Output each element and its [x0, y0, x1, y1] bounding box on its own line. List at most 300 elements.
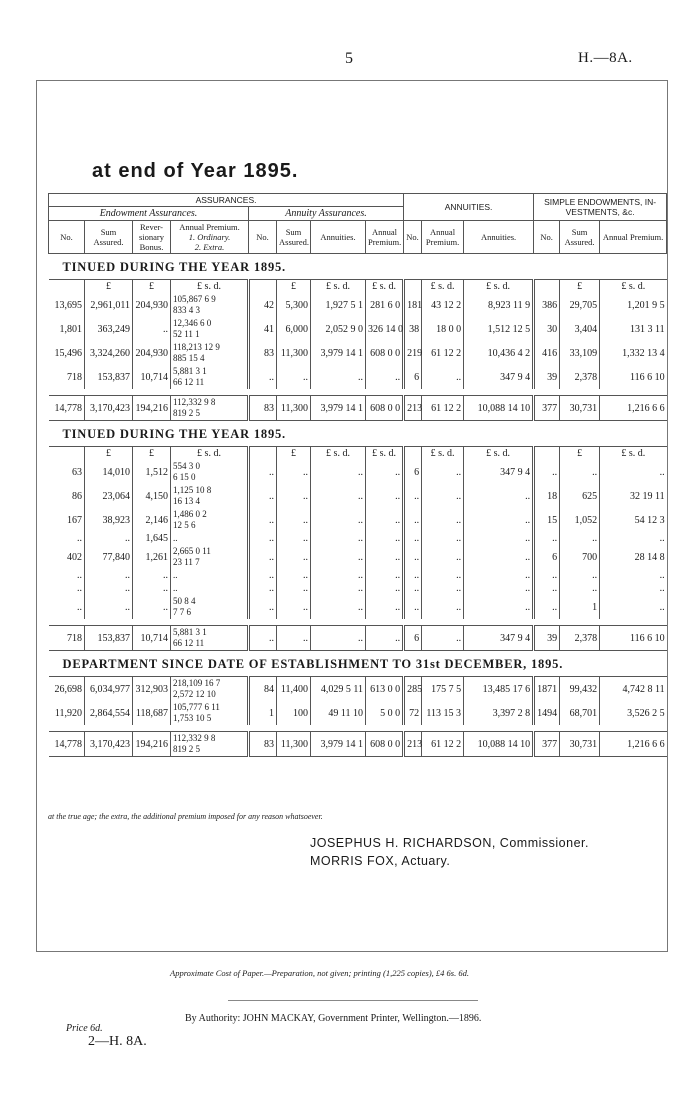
unit-label: £	[560, 447, 600, 461]
col-no: No.	[49, 221, 85, 254]
section-title-row	[49, 254, 667, 280]
cell-asa: ..	[277, 595, 311, 619]
premium-ordinary: 112,332 9 8	[173, 733, 216, 743]
premium-extra: 833 4 3	[173, 305, 200, 315]
unit-label: £	[133, 447, 171, 461]
cell-sa: 2,961,011	[85, 293, 133, 317]
cell-sa: ..	[85, 595, 133, 619]
table-row	[49, 569, 667, 582]
cell-aann: ..	[311, 595, 366, 619]
cell-nann: ..	[464, 595, 534, 619]
cell-aann: 2,052 9 0	[311, 317, 366, 341]
cell-rb: 4,150	[133, 484, 171, 508]
cell-nann: ..	[464, 545, 534, 569]
cell-no: 167	[67, 514, 82, 526]
unit-label: £ s. d.	[422, 447, 464, 461]
price: Price 6d.	[66, 1023, 103, 1034]
cell-sprem: 28 14 8	[600, 545, 667, 569]
footnote: at the true age; the extra, the additional premium imposed for any reason whatsoever.	[48, 812, 323, 821]
cell-no: 26,698	[54, 683, 82, 695]
unit-label: £	[133, 280, 171, 294]
premium-extra: 1,753 10 5	[173, 713, 212, 723]
premium-key-ordinary: 1. Ordinary.	[188, 232, 231, 242]
document-reference: H.—8A.	[578, 50, 633, 66]
cell-aann: 3,979 14 1	[311, 396, 366, 421]
unit-row	[49, 447, 667, 461]
cell-sno: ..	[534, 569, 560, 582]
cell-nann: 1,512 12 5	[464, 317, 534, 341]
premium-ordinary: 50 8 4	[173, 596, 196, 606]
premium-extra: 16 13 4	[173, 496, 200, 506]
cell-sprem: ..	[600, 532, 667, 545]
table-row	[49, 545, 667, 569]
cell-sprem: 1,216 6 6	[600, 732, 667, 757]
cell-sno: 30	[534, 317, 560, 341]
cell-nno: 6	[404, 626, 422, 651]
cell-nprem: ..	[422, 582, 464, 595]
annual-premium-label: Annual Premium.	[179, 222, 240, 232]
unit-label: £	[85, 447, 133, 461]
annuities-header: ANNUITIES.	[404, 194, 534, 221]
cell-nann: ..	[464, 532, 534, 545]
col-annuity-premium: Annual Premium.	[366, 221, 404, 254]
table-row	[49, 582, 667, 595]
premium-ordinary: 218,109 16 7	[173, 678, 221, 688]
cell-sa: 14,010	[85, 460, 133, 484]
sheet-reference: 2—H. 8A.	[88, 1034, 147, 1049]
cell-no: 63	[72, 466, 82, 478]
cell-aann: ..	[311, 545, 366, 569]
cell-aann: ..	[311, 508, 366, 532]
premium-ordinary: 5,881 3 1	[173, 366, 207, 376]
table-row	[49, 595, 667, 619]
table-body	[49, 254, 667, 757]
simple-endowments-header: SIMPLE ENDOWMENTS, IN-VESTMENTS, &c.	[534, 194, 667, 221]
cell-sa: ..	[85, 532, 133, 545]
section-title-row	[49, 651, 667, 677]
cell-sa: 23,064	[85, 484, 133, 508]
cell-ssa: ..	[560, 582, 600, 595]
cell-aprem: ..	[366, 626, 404, 651]
cell-nann: 8,923 11 9	[464, 293, 534, 317]
col-annuity-annuities: Annuities.	[311, 221, 366, 254]
cell-rb: 2,146	[133, 508, 171, 532]
cell-nprem: ..	[422, 569, 464, 582]
cell-no: ..	[77, 533, 82, 544]
cell-nno: 213	[404, 396, 422, 421]
cell-sprem: 131 3 11	[600, 317, 667, 341]
cell-asa: 11,300	[277, 396, 311, 421]
premium-extra: 52 11 1	[173, 329, 200, 339]
premium-extra: 819 2 5	[173, 744, 200, 754]
cell-ssa: 33,109	[560, 341, 600, 365]
cell-premium	[171, 508, 249, 532]
cell-nprem: ..	[422, 626, 464, 651]
cell-sno: 6	[534, 545, 560, 569]
cell-aprem: ..	[366, 569, 404, 582]
cell-asa: 100	[277, 701, 311, 725]
cell-no: 718	[49, 626, 85, 651]
cell-sno: ..	[534, 532, 560, 545]
cell-no: 1,801	[59, 323, 82, 335]
cell-rb: 1,512	[133, 460, 171, 484]
cell-nann: ..	[464, 582, 534, 595]
cell-ano: ..	[249, 569, 277, 582]
cell-nann: 10,088 14 10	[464, 396, 534, 421]
cell-ano: ..	[249, 532, 277, 545]
table-row	[49, 677, 667, 702]
cell-ssa: 2,378	[560, 365, 600, 389]
unit-label: £ s. d.	[171, 280, 249, 294]
cell-ssa: 1,052	[560, 508, 600, 532]
cell-nann: 347 9 4	[464, 365, 534, 389]
cell-sprem: 1,216 6 6	[600, 396, 667, 421]
premium-ordinary: ..	[173, 533, 178, 543]
cell-premium	[171, 701, 249, 725]
cell-no: 718	[67, 371, 82, 383]
cell-ano: 41	[249, 317, 277, 341]
assurances-header: ASSURANCES.	[49, 194, 404, 207]
cell-nprem: 43 12 2	[422, 293, 464, 317]
cell-sprem: ..	[600, 582, 667, 595]
col-simple-premium: Annual Premium.	[600, 221, 667, 254]
cell-asa: 5,300	[277, 293, 311, 317]
cell-asa: 11,300	[277, 732, 311, 757]
cell-aann: ..	[311, 365, 366, 389]
cell-sprem: ..	[600, 595, 667, 619]
cell-ssa: 30,731	[560, 732, 600, 757]
section-title: DEPARTMENT SINCE DATE OF ESTABLISHMENT TO 31st DECEMBER, 1895.	[49, 651, 667, 677]
premium-ordinary: 112,332 9 8	[173, 397, 216, 407]
cell-sa: 153,837	[85, 365, 133, 389]
unit-label: £	[560, 280, 600, 294]
cell-aann: ..	[311, 460, 366, 484]
cell-aprem: 281 6 0	[366, 293, 404, 317]
cell-premium	[171, 595, 249, 619]
cell-aann: ..	[311, 484, 366, 508]
cell-aprem: ..	[366, 595, 404, 619]
premium-ordinary: 105,867 6 9	[173, 294, 216, 304]
cell-ano: 42	[249, 293, 277, 317]
cell-ano: ..	[249, 582, 277, 595]
cell-aprem: ..	[366, 582, 404, 595]
cell-nann: 13,485 17 6	[464, 677, 534, 702]
cell-rb: 1,261	[133, 545, 171, 569]
cell-sa: 77,840	[85, 545, 133, 569]
cell-aprem: ..	[366, 532, 404, 545]
cell-premium	[171, 532, 249, 545]
unit-label: £ s. d.	[464, 280, 534, 294]
cell-sa: 153,837	[85, 626, 133, 651]
cell-sprem: 3,526 2 5	[600, 701, 667, 725]
cell-aann: 3,979 14 1	[311, 341, 366, 365]
signature-actuary: MORRIS FOX, Actuary.	[310, 854, 451, 868]
cell-aprem: 608 0 0	[366, 396, 404, 421]
premium-ordinary: ..	[173, 583, 178, 593]
table-row	[49, 701, 667, 725]
cell-aann: ..	[311, 532, 366, 545]
col-annuity-no: No.	[249, 221, 277, 254]
cell-nprem: ..	[422, 545, 464, 569]
col-annuity-sum-assured: Sum Assured.	[277, 221, 311, 254]
cell-nprem: ..	[422, 460, 464, 484]
cell-ano: 83	[249, 341, 277, 365]
unit-label	[404, 280, 422, 294]
cell-sno: 39	[534, 626, 560, 651]
cell-nann: 10,436 4 2	[464, 341, 534, 365]
cell-asa: ..	[277, 545, 311, 569]
unit-label: £	[277, 447, 311, 461]
premium-extra: 23 11 7	[173, 557, 200, 567]
cell-ssa: 68,701	[560, 701, 600, 725]
unit-label: £ s. d.	[366, 280, 404, 294]
table-row	[49, 341, 667, 365]
cell-premium	[171, 626, 249, 651]
cell-sno: 386	[534, 293, 560, 317]
unit-label	[49, 447, 85, 461]
cell-nann: 10,088 14 10	[464, 732, 534, 757]
cell-sa: 3,170,423	[85, 396, 133, 421]
premium-ordinary: 554 3 0	[173, 461, 200, 471]
cell-rb: 204,930	[133, 341, 171, 365]
cell-premium	[171, 545, 249, 569]
cell-nno: 219	[404, 341, 422, 365]
cell-ano: ..	[249, 508, 277, 532]
cell-sprem: ..	[600, 569, 667, 582]
cell-rb: 194,216	[133, 732, 171, 757]
cell-rb: 1,645	[133, 532, 171, 545]
cell-aprem: 326 14 0	[366, 317, 404, 341]
cell-ssa: 1	[560, 595, 600, 619]
premium-extra: 12 5 6	[173, 520, 196, 530]
unit-label: £ s. d.	[600, 280, 667, 294]
endowment-assurances-header: Endowment Assurances.	[49, 207, 249, 221]
cell-aann: ..	[311, 626, 366, 651]
unit-label	[404, 447, 422, 461]
cell-nann: ..	[464, 508, 534, 532]
col-simple-sum-assured: Sum Assured.	[560, 221, 600, 254]
section-title: TINUED DURING THE YEAR 1895.	[49, 421, 667, 447]
cell-ssa: ..	[560, 460, 600, 484]
cell-nprem: ..	[422, 365, 464, 389]
cell-aann: 4,029 5 11	[311, 677, 366, 702]
cell-aprem: ..	[366, 365, 404, 389]
cell-sa: 38,923	[85, 508, 133, 532]
cell-nno: ..	[404, 595, 422, 619]
cell-ssa: 99,432	[560, 677, 600, 702]
cell-nno: 72	[404, 701, 422, 725]
cell-aprem: 608 0 0	[366, 341, 404, 365]
cell-nno: ..	[404, 532, 422, 545]
cell-ssa: 625	[560, 484, 600, 508]
cell-aann: ..	[311, 582, 366, 595]
premium-key-extra: 2. Extra.	[194, 242, 225, 252]
table-row	[49, 293, 667, 317]
page-title: at end of Year 1895.	[92, 160, 299, 182]
cell-asa: 11,400	[277, 677, 311, 702]
unit-label	[534, 280, 560, 294]
cell-premium	[171, 677, 249, 702]
cell-nann: ..	[464, 484, 534, 508]
premium-extra: 7 7 6	[173, 607, 191, 617]
premium-ordinary: 12,346 6 0	[173, 318, 212, 328]
cell-nprem: 18 0 0	[422, 317, 464, 341]
cell-sno: ..	[534, 595, 560, 619]
cell-asa: ..	[277, 582, 311, 595]
cell-sprem: 32 19 11	[600, 484, 667, 508]
cell-nno: ..	[404, 582, 422, 595]
cell-aprem: 608 0 0	[366, 732, 404, 757]
premium-ordinary: 5,881 3 1	[173, 627, 207, 637]
unit-label: £ s. d.	[422, 280, 464, 294]
col-annuities-premium: Annual Premium.	[422, 221, 464, 254]
premium-ordinary: 1,486 0 2	[173, 509, 207, 519]
cell-nno: 285	[404, 677, 422, 702]
premium-ordinary: 118,213 12 9	[173, 342, 220, 352]
col-annual-premium	[171, 221, 249, 254]
cell-ano: ..	[249, 545, 277, 569]
cell-nann: 347 9 4	[464, 626, 534, 651]
table-row	[49, 317, 667, 341]
cell-nno: ..	[404, 508, 422, 532]
cell-asa: 11,300	[277, 341, 311, 365]
cell-asa: 6,000	[277, 317, 311, 341]
cell-nno: ..	[404, 569, 422, 582]
cell-rb: ..	[133, 569, 171, 582]
cell-nann: 3,397 2 8	[464, 701, 534, 725]
cell-nprem: ..	[422, 508, 464, 532]
cell-nprem: ..	[422, 532, 464, 545]
cell-nann: ..	[464, 569, 534, 582]
premium-ordinary: 1,125 10 8	[173, 485, 212, 495]
unit-label	[534, 447, 560, 461]
col-simple-no: No.	[534, 221, 560, 254]
col-sum-assured: Sum Assured.	[85, 221, 133, 254]
cell-sa: 2,864,554	[85, 701, 133, 725]
cost-note: Approximate Cost of Paper.—Preparation, not given; printing (1,225 copies), £4 6s. 6d.	[170, 968, 469, 978]
unit-label	[49, 280, 85, 294]
premium-extra: 2,572 12 10	[173, 689, 216, 699]
cell-ssa: 30,731	[560, 396, 600, 421]
cell-sprem: ..	[600, 460, 667, 484]
col-reversionary-bonus: Rever-sionary Bonus.	[133, 221, 171, 254]
cell-no: 402	[67, 551, 82, 563]
cell-asa: ..	[277, 532, 311, 545]
premium-extra: 6 15 0	[173, 472, 196, 482]
cell-sno: ..	[534, 582, 560, 595]
unit-label: £ s. d.	[600, 447, 667, 461]
cell-rb: 118,687	[133, 701, 171, 725]
cell-no: 14,778	[49, 732, 85, 757]
cell-sa: ..	[85, 582, 133, 595]
cell-aprem: 613 0 0	[366, 677, 404, 702]
cell-no: 11,920	[54, 707, 82, 719]
unit-row	[49, 280, 667, 294]
cell-rb: 10,714	[133, 626, 171, 651]
cell-rb: ..	[133, 317, 171, 341]
cell-aann: 49 11 10	[311, 701, 366, 725]
cell-sprem: 54 12 3	[600, 508, 667, 532]
cell-sno: 1494	[534, 701, 560, 725]
cell-nno: 6	[404, 460, 422, 484]
cell-rb: ..	[133, 595, 171, 619]
unit-label	[249, 280, 277, 294]
cell-aprem: ..	[366, 508, 404, 532]
cell-nno: ..	[404, 545, 422, 569]
cell-premium	[171, 396, 249, 421]
cell-ano: 84	[249, 677, 277, 702]
authority-line: By Authority: JOHN MACKAY, Government Printer, Wellington.—1896.	[185, 1013, 482, 1024]
unit-label: £	[85, 280, 133, 294]
cell-ano: 83	[249, 732, 277, 757]
cell-aann: ..	[311, 569, 366, 582]
cell-asa: ..	[277, 569, 311, 582]
cell-rb: 10,714	[133, 365, 171, 389]
cell-nprem: 61 12 2	[422, 732, 464, 757]
total-row	[49, 626, 667, 651]
unit-label: £ s. d.	[311, 280, 366, 294]
unit-label: £ s. d.	[366, 447, 404, 461]
cell-premium	[171, 582, 249, 595]
table-row	[49, 365, 667, 389]
cell-sa: 6,034,977	[85, 677, 133, 702]
cell-aann: 3,979 14 1	[311, 732, 366, 757]
cell-ano: ..	[249, 626, 277, 651]
premium-extra: 819 2 5	[173, 408, 200, 418]
cell-aprem: ..	[366, 460, 404, 484]
premium-ordinary: ..	[173, 570, 178, 580]
cell-sa: 363,249	[85, 317, 133, 341]
unit-label: £ s. d.	[311, 447, 366, 461]
signature-commissioner: JOSEPHUS H. RICHARDSON, Commissioner.	[310, 836, 589, 850]
cell-rb: 194,216	[133, 396, 171, 421]
cell-sprem: 116 6 10	[600, 365, 667, 389]
cell-ssa: 2,378	[560, 626, 600, 651]
unit-label	[249, 447, 277, 461]
cell-ano: ..	[249, 460, 277, 484]
cell-rb: 312,903	[133, 677, 171, 702]
cell-nprem: ..	[422, 484, 464, 508]
cell-no: ..	[77, 601, 82, 613]
cell-nprem: 175 7 5	[422, 677, 464, 702]
cell-premium	[171, 569, 249, 582]
cell-sa: 3,324,260	[85, 341, 133, 365]
cell-premium	[171, 293, 249, 317]
cell-sno: 39	[534, 365, 560, 389]
cell-nno: 6	[404, 365, 422, 389]
premium-ordinary: 105,777 6 11	[173, 702, 220, 712]
cell-aann: 1,927 5 1	[311, 293, 366, 317]
table-row	[49, 460, 667, 484]
cell-sno: 377	[534, 396, 560, 421]
section-title: TINUED DURING THE YEAR 1895.	[49, 254, 667, 280]
premium-extra: 66 12 11	[173, 638, 205, 648]
cell-ano: ..	[249, 365, 277, 389]
col-annuities-no: No.	[404, 221, 422, 254]
cell-nprem: 61 12 2	[422, 396, 464, 421]
cell-ano: ..	[249, 484, 277, 508]
cell-asa: ..	[277, 484, 311, 508]
cell-sprem: 116 6 10	[600, 626, 667, 651]
cell-no: ..	[77, 583, 82, 594]
cell-premium	[171, 341, 249, 365]
total-row	[49, 732, 667, 757]
cell-sa: ..	[85, 569, 133, 582]
cell-ssa: 3,404	[560, 317, 600, 341]
cell-sprem: 1,201 9 5	[600, 293, 667, 317]
col-annuities-annuities: Annuities.	[464, 221, 534, 254]
cell-aprem: ..	[366, 545, 404, 569]
